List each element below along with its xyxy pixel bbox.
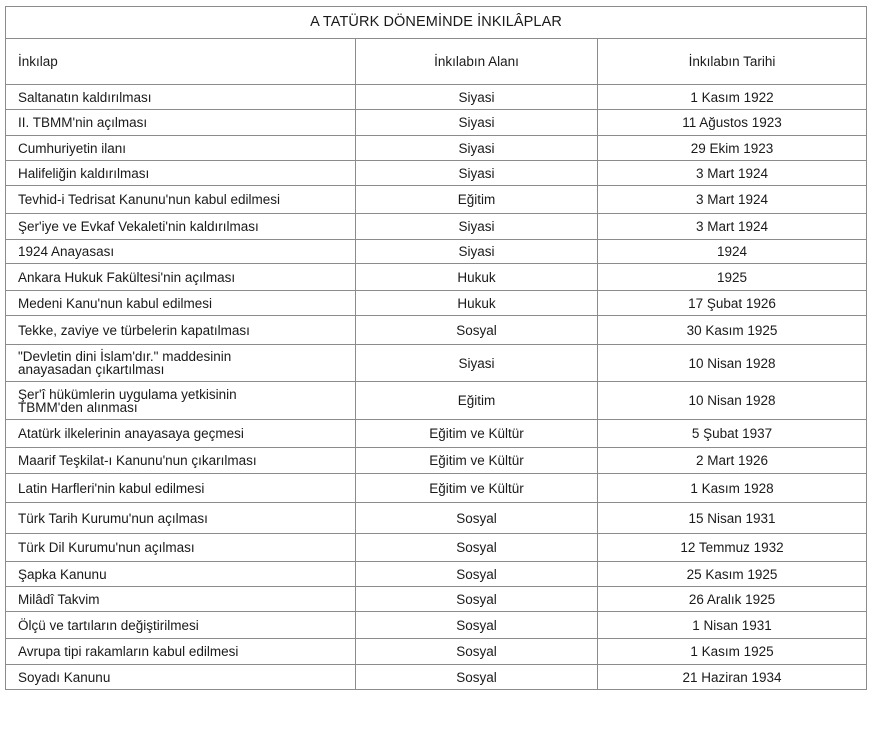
date-cell: 17 Şubat 1926 <box>688 295 776 311</box>
reform-cell: Türk Dil Kurumu'nun açılması <box>6 534 356 561</box>
reform-cell: Maarif Teşkilat-ı Kanunu'nun çıkarılması <box>6 448 356 473</box>
table-row <box>6 534 866 562</box>
area-cell: Eğitim <box>356 186 598 213</box>
reform-cell: Türk Tarih Kurumu'nun açılması <box>6 503 356 533</box>
reform-cell: Avrupa tipi rakamların kabul edilmesi <box>6 639 356 664</box>
area-cell: Siyasi <box>356 85 598 109</box>
area-cell: Siyasi <box>356 345 598 381</box>
table-row <box>6 587 866 612</box>
reform-cell: Şer'î hükümlerin uygulama yetkisinin TBMM'den alınması <box>6 382 356 419</box>
table-row <box>6 85 866 110</box>
header-area: İnkılabın Alanı <box>356 39 598 84</box>
area-cell: Eğitim ve Kültür <box>356 420 598 447</box>
area-cell: Eğitim ve Kültür <box>356 448 598 473</box>
table-row <box>6 136 866 161</box>
table-row <box>6 448 866 474</box>
header-row <box>6 39 866 85</box>
date-cell: 5 Şubat 1937 <box>691 426 773 441</box>
date-cell: 10 Nisan 1928 <box>688 393 776 408</box>
table-row <box>6 612 866 639</box>
reform-cell: Tekke, zaviye ve türbelerin kapatılması <box>6 316 356 344</box>
table-row <box>6 214 866 240</box>
reforms-table <box>5 6 867 690</box>
date-cell: 3 Mart 1924 <box>695 192 769 207</box>
date-cell: 1925 <box>716 269 748 285</box>
date-cell: 25 Kasım 1925 <box>686 566 778 582</box>
header-reform: İnkılap <box>6 39 356 84</box>
area-cell: Sosyal <box>356 639 598 664</box>
table-row <box>6 240 866 264</box>
reform-cell: Latin Harfleri'nin kabul edilmesi <box>6 474 356 502</box>
area-cell: Hukuk <box>356 264 598 290</box>
table-row <box>6 503 866 534</box>
reform-cell: 1924 Anayasası <box>6 240 356 263</box>
reform-cell: Halifeliğin kaldırılması <box>6 161 356 185</box>
table-row <box>6 420 866 448</box>
reform-cell: II. TBMM'nin açılması <box>6 110 356 135</box>
table-body <box>6 85 866 690</box>
date-cell: 3 Mart 1924 <box>695 219 769 234</box>
reform-cell: "Devletin dini İslam'dır." maddesinin anayasadan çıkartılması <box>6 345 356 381</box>
table-row <box>6 665 866 690</box>
date-cell: 21 Haziran 1934 <box>682 669 782 685</box>
table-row <box>6 345 866 382</box>
table-row <box>6 291 866 316</box>
reform-cell: Şapka Kanunu <box>6 562 356 586</box>
header-date: İnkılabın Tarihi <box>688 54 776 69</box>
date-cell: 30 Kasım 1925 <box>686 322 778 338</box>
table-row <box>6 161 866 186</box>
reform-cell: Medeni Kanu'nun kabul edilmesi <box>6 291 356 315</box>
area-cell: Eğitim <box>356 382 598 419</box>
date-cell: 1 Kasım 1928 <box>690 480 774 496</box>
date-cell: 29 Ekim 1923 <box>690 140 774 156</box>
area-cell: Sosyal <box>356 665 598 689</box>
area-cell: Siyasi <box>356 214 598 239</box>
date-cell: 1924 <box>716 244 748 259</box>
reform-cell: Ankara Hukuk Fakültesi'nin açılması <box>6 264 356 290</box>
table-row <box>6 382 866 420</box>
reform-cell: Soyadı Kanunu <box>6 665 356 689</box>
area-cell: Sosyal <box>356 503 598 533</box>
area-cell: Hukuk <box>356 291 598 315</box>
area-cell: Sosyal <box>356 612 598 638</box>
table-title: A TATÜRK DÖNEMİNDE İNKILÂPLAR <box>6 7 866 39</box>
area-cell: Siyasi <box>356 240 598 263</box>
date-cell: 26 Aralık 1925 <box>688 591 776 607</box>
area-cell: Sosyal <box>356 562 598 586</box>
reform-cell: Saltanatın kaldırılması <box>6 85 356 109</box>
table-row <box>6 316 866 345</box>
date-cell: 1 Kasım 1922 <box>690 89 774 105</box>
reform-cell: Milâdî Takvim <box>6 587 356 611</box>
area-cell: Siyasi <box>356 161 598 185</box>
table-row <box>6 474 866 503</box>
reform-cell: Atatürk ilkelerinin anayasaya geçmesi <box>6 420 356 447</box>
date-cell: 3 Mart 1924 <box>695 165 769 181</box>
table-row <box>6 186 866 214</box>
reform-cell: Ölçü ve tartıların değiştirilmesi <box>6 612 356 638</box>
date-cell: 11 Ağustos 1923 <box>682 115 782 130</box>
area-cell: Sosyal <box>356 316 598 344</box>
reform-cell: Cumhuriyetin ilanı <box>6 136 356 160</box>
reform-cell: Tevhid-i Tedrisat Kanunu'nun kabul edilmesi <box>6 186 356 213</box>
date-cell: 15 Nisan 1931 <box>688 510 776 526</box>
area-cell: Siyasi <box>356 136 598 160</box>
area-cell: Siyasi <box>356 110 598 135</box>
reform-cell: Şer'iye ve Evkaf Vekaleti'nin kaldırılması <box>6 214 356 239</box>
date-cell: 10 Nisan 1928 <box>688 355 776 371</box>
table-row <box>6 264 866 291</box>
date-cell: 12 Temmuz 1932 <box>680 540 784 555</box>
table-row <box>6 639 866 665</box>
date-cell: 2 Mart 1926 <box>695 453 769 468</box>
area-cell: Eğitim ve Kültür <box>356 474 598 502</box>
table-row <box>6 110 866 136</box>
date-cell: 1 Kasım 1925 <box>690 644 774 659</box>
date-cell: 1 Nisan 1931 <box>692 617 772 633</box>
area-cell: Sosyal <box>356 534 598 561</box>
area-cell: Sosyal <box>356 587 598 611</box>
table-row <box>6 562 866 587</box>
